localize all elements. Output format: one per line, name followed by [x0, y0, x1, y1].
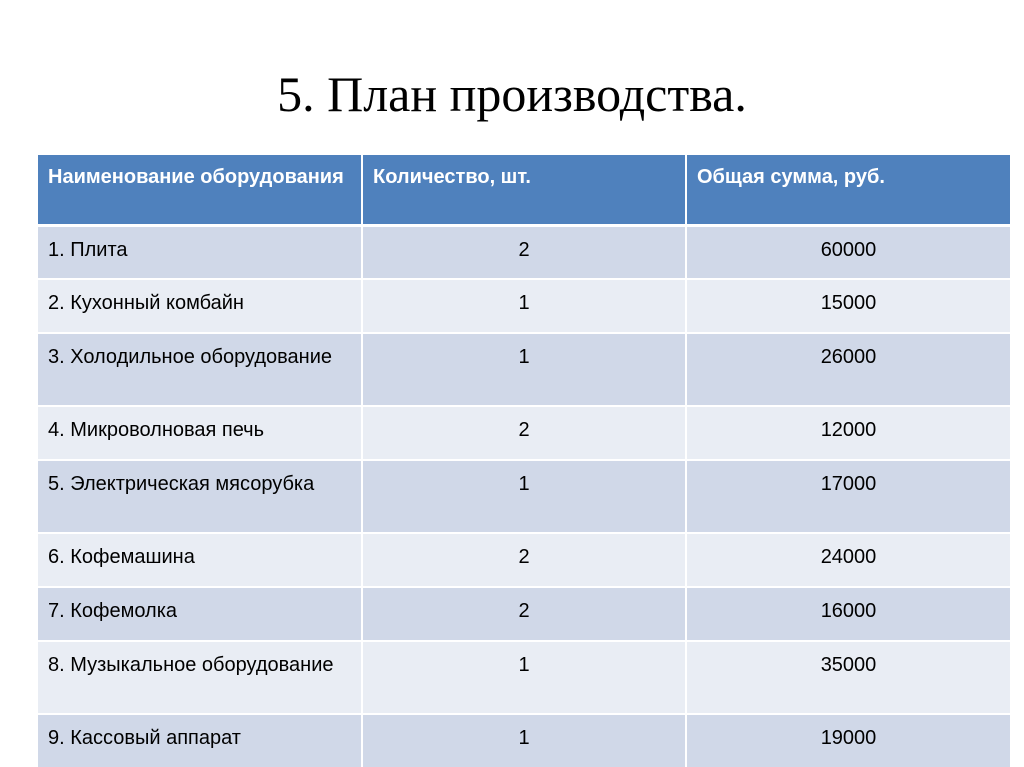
equipment-name: 3. Холодильное оборудование — [38, 333, 362, 406]
table-row — [38, 533, 1010, 587]
quantity: 1 — [362, 333, 686, 406]
total-sum: 26000 — [686, 333, 1010, 406]
quantity: 1 — [362, 279, 686, 333]
table-row — [38, 587, 1010, 641]
total-sum: 16000 — [686, 587, 1010, 641]
total-sum: 17000 — [686, 460, 1010, 533]
total-sum: 15000 — [686, 279, 1010, 333]
total-sum: 24000 — [686, 533, 1010, 587]
table-row — [38, 225, 1010, 279]
quantity: 2 — [362, 587, 686, 641]
equipment-name: 7. Кофемолка — [38, 587, 362, 641]
table-row — [38, 406, 1010, 460]
equipment-name: 6. Кофемашина — [38, 533, 362, 587]
table-row — [38, 460, 1010, 533]
quantity: 1 — [362, 460, 686, 533]
equipment-table — [38, 155, 1010, 767]
equipment-name: 8. Музыкальное оборудование — [38, 641, 362, 714]
quantity: 2 — [362, 406, 686, 460]
quantity: 1 — [362, 641, 686, 714]
equipment-name: 4. Микроволновая печь — [38, 406, 362, 460]
equipment-name: 5. Электрическая мясорубка — [38, 460, 362, 533]
header-quantity: Количество, шт. — [362, 155, 686, 225]
total-sum: 35000 — [686, 641, 1010, 714]
table-row — [38, 641, 1010, 714]
table-row — [38, 279, 1010, 333]
header-total-sum: Общая сумма, руб. — [686, 155, 1010, 225]
total-sum: 12000 — [686, 406, 1010, 460]
equipment-name: 1. Плита — [38, 225, 362, 279]
total-sum: 60000 — [686, 225, 1010, 279]
table-row — [38, 333, 1010, 406]
total-sum: 19000 — [686, 714, 1010, 767]
quantity: 2 — [362, 225, 686, 279]
quantity: 2 — [362, 533, 686, 587]
table-row — [38, 714, 1010, 767]
header-equipment-name: Наименование оборудования — [38, 155, 362, 225]
slide-title: 5. План производства. — [277, 66, 747, 122]
equipment-name: 9. Кассовый аппарат — [38, 714, 362, 767]
table-header-row — [38, 155, 1010, 225]
quantity: 1 — [362, 714, 686, 767]
equipment-name: 2. Кухонный комбайн — [38, 279, 362, 333]
